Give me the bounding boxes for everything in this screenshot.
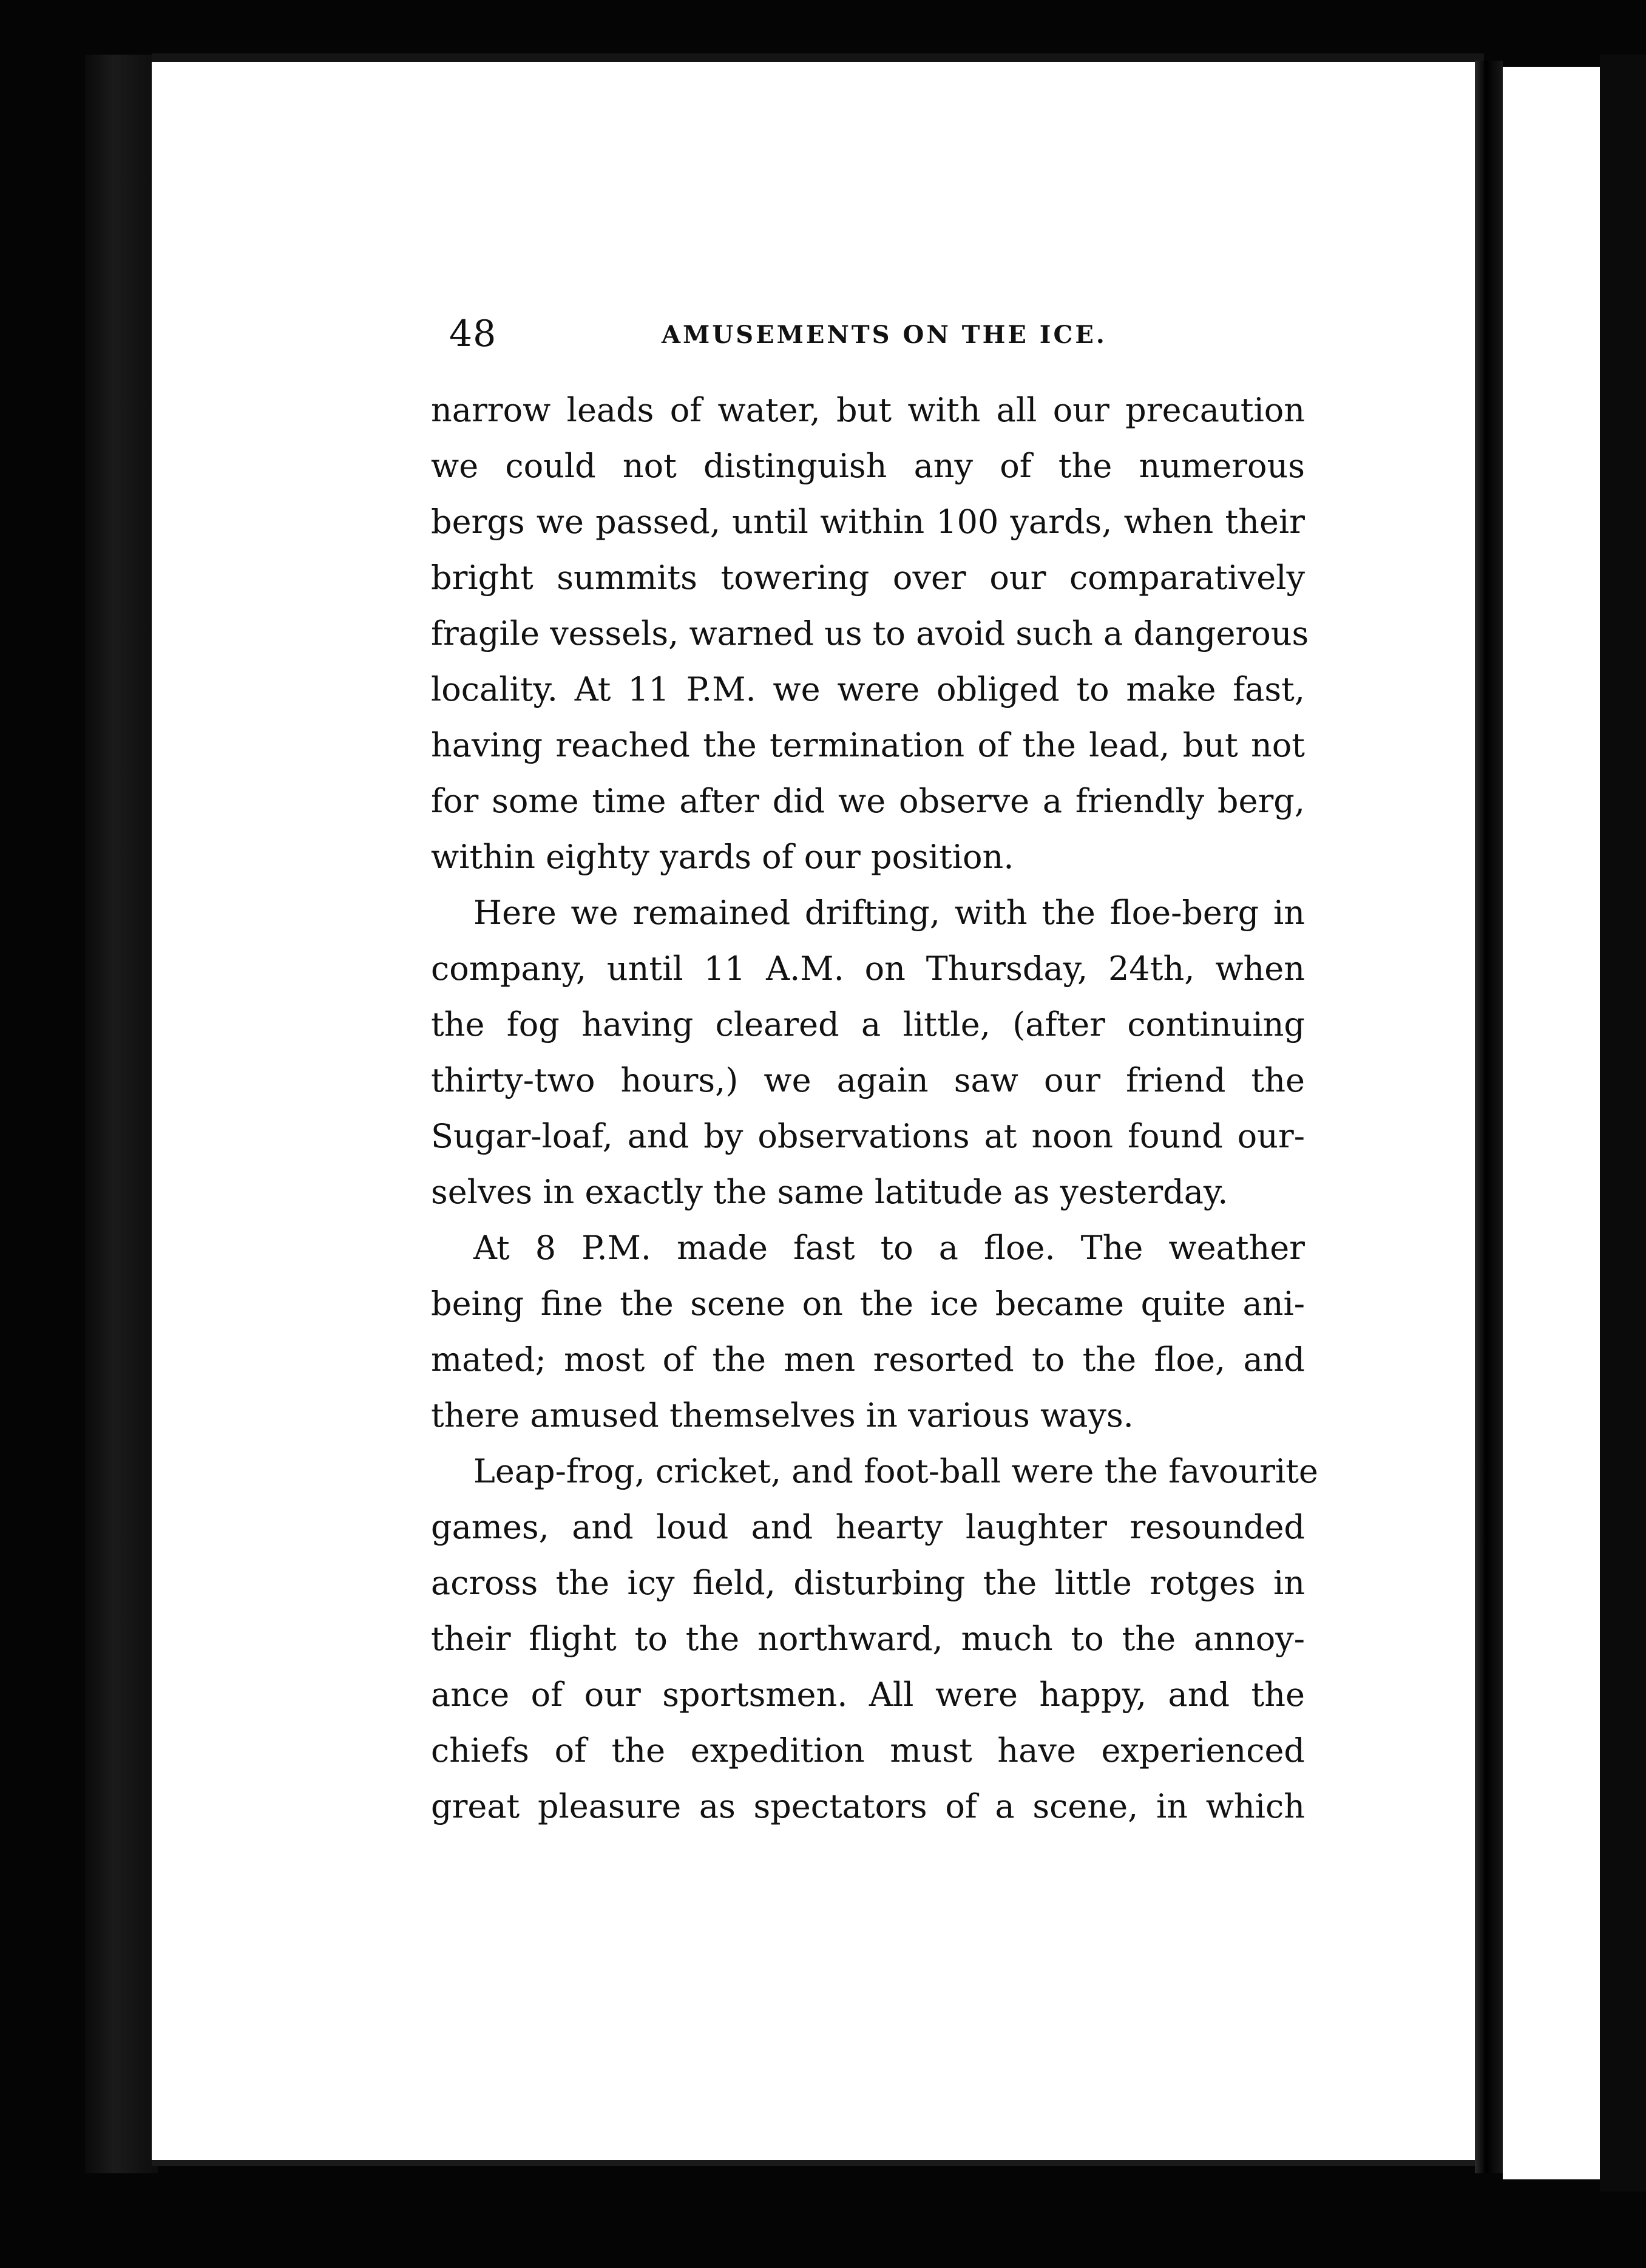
text-line: Sugar-loaf, and by observations at noon found our-	[431, 1117, 1305, 1155]
text-line: having reached the termination of the lead, but not	[431, 726, 1305, 764]
text-line: the fog having cleared a little, (after continuing	[431, 1005, 1305, 1044]
text-line: fragile vessels, warned us to avoid such a dangerous	[431, 614, 1309, 653]
text-line: locality. At 11 P.M. we were obliged to make fast,	[431, 670, 1305, 708]
text-line: selves in exactly the same latitude as yesterday.	[431, 1173, 1228, 1211]
text-line: there amused themselves in various ways.	[431, 1396, 1134, 1434]
text-line: bergs we passed, until within 100 yards, when their	[431, 503, 1305, 541]
paragraph-4	[431, 1444, 1318, 1835]
text-line: games, and loud and hearty laughter resounded	[431, 1508, 1305, 1546]
running-head-title: AMUSEMENTS ON THE ICE.	[662, 321, 1107, 349]
text-line: thirty-two hours,) we again saw our friend the	[431, 1061, 1305, 1099]
next-page-shadow	[1600, 55, 1646, 2192]
body-text	[431, 382, 1318, 1835]
text-line: chiefs of the expedition must have experienced	[431, 1731, 1305, 1770]
text-line: At 8 P.M. made fast to a floe. The weather	[473, 1229, 1305, 1267]
text-line: ance of our sportsmen. All were happy, and the	[431, 1676, 1305, 1714]
text-line: their flight to the northward, much to the annoy-	[431, 1620, 1305, 1658]
text-line: narrow leads of water, but with all our precaution	[431, 391, 1305, 429]
paragraph-3	[431, 1220, 1305, 1444]
page-gutter	[1475, 61, 1503, 2173]
text-line: Here we remained drifting, with the floe-berg in	[473, 894, 1305, 932]
running-head	[449, 310, 1299, 358]
text-line: for some time after did we observe a friendly berg,	[431, 782, 1305, 820]
paragraph-1	[431, 382, 1309, 885]
text-line: mated; most of the men resorted to the floe, and	[431, 1340, 1305, 1379]
paragraph-2	[431, 885, 1305, 1220]
text-line: across the icy field, disturbing the little rotges in	[431, 1564, 1305, 1602]
text-line: bright summits towering over our comparatively	[431, 559, 1305, 597]
text-line: company, until 11 A.M. on Thursday, 24th, when	[431, 949, 1305, 988]
page-number: 48	[449, 313, 497, 355]
text-line: Leap-frog, cricket, and foot-ball were the favourite	[473, 1452, 1318, 1490]
text-line: being fine the scene on the ice became quite ani-	[431, 1285, 1305, 1323]
text-line: within eighty yards of our position.	[431, 838, 1014, 876]
text-line: we could not distinguish any of the numerous	[431, 447, 1305, 485]
text-line: great pleasure as spectators of a scene, in which	[431, 1787, 1305, 1825]
binding-edge	[85, 55, 158, 2173]
next-page-edge	[1503, 67, 1600, 2179]
